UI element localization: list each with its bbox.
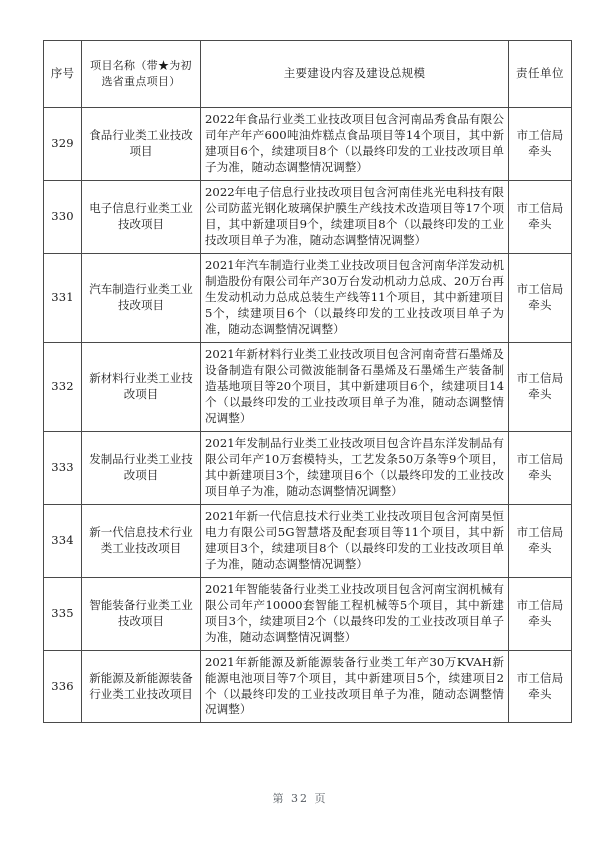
table-row — [44, 253, 572, 342]
row-sequence-number: 333 — [44, 431, 82, 504]
row-sequence-number: 335 — [44, 577, 82, 650]
row-responsible-unit: 市工信局牵头 — [509, 504, 572, 577]
table-row — [44, 108, 572, 181]
row-responsible-unit: 市工信局牵头 — [509, 431, 572, 504]
row-project-name: 新一代信息技术行业类工业技改项目 — [82, 504, 201, 577]
row-project-description: 2021年智能装备行业类工业技改项目包含河南宝润机械有限公司年产10000套智能工程机械等5个项目，其中新建项目3个，续建项目2个（以最终印发的工业技改项目单子为准，随动态调整情况调整） — [201, 577, 509, 650]
project-table — [43, 40, 572, 723]
row-project-name: 新能源及新能源装备行业类工业技改项目 — [82, 650, 201, 723]
table-row — [44, 650, 572, 723]
row-responsible-unit: 市工信局牵头 — [509, 253, 572, 342]
column-header-description: 主要建设内容及建设总规模 — [201, 41, 509, 108]
row-responsible-unit: 市工信局牵头 — [509, 577, 572, 650]
table-row — [44, 180, 572, 253]
row-sequence-number: 330 — [44, 180, 82, 253]
row-project-name: 食品行业类工业技改项目 — [82, 108, 201, 181]
row-project-description: 2021年新一代信息技术行业类工业技改项目包含河南昊恒电力有限公司5G智慧塔及配套项目等11个项目，其中新建项目3个，续建项目8个（以最终印发的工业技改项目单子为准，随动态调整情况调整） — [201, 504, 509, 577]
row-project-name: 智能装备行业类工业技改项目 — [82, 577, 201, 650]
table-row — [44, 431, 572, 504]
column-header-responsible-unit: 责任单位 — [509, 41, 572, 108]
row-sequence-number: 332 — [44, 342, 82, 431]
row-project-description: 2021年新能源及新能源装备行业类工年产30万KVAH新能源电池项目等7个项目，其中新建项目5个，续建项目2个（以最终印发的工业技改项目单子为准，随动态调整情况调整） — [201, 650, 509, 723]
row-project-description: 2021年汽车制造行业类工业技改项目包含河南华洋发动机制造股份有限公司年产30万台发动机动力总成、20万台再生发动机动力总成总装生产线等11个项目，其中新建项目5个，续建项目6个（以最终印发的工业技改项目单子为准，随动态调整情况调整） — [201, 253, 509, 342]
table-row — [44, 577, 572, 650]
page-footer: 第 32 页 — [272, 792, 328, 805]
row-responsible-unit: 市工信局牵头 — [509, 108, 572, 181]
row-project-description: 2021年新材料行业类工业技改项目包含河南奇营石墨烯及设备制造有限公司微波能制备石墨烯及石墨烯生产装备制造基地项目等20个项目，其中新建项目6个，续建项目14个（以最终印发的工业技改项目单子为准，随动态调整情况调整） — [201, 342, 509, 431]
row-project-description: 2021年发制品行业类工业技改项目包含许昌东洋发制品有限公司年产10万套模特头，工艺发条50万条等9个项目，其中新建项目3个，续建项目6个（以最终印发的工业技改项目单子为准，随动态调整情况调整） — [201, 431, 509, 504]
row-responsible-unit: 市工信局牵头 — [509, 342, 572, 431]
row-project-description: 2022年食品行业类工业技改项目包含河南品秀食品有限公司年产年产600吨油炸糕点食品项目等14个项目，其中新建项目6个，续建项目8个（以最终印发的工业技改项目单子为准，随动态调整情况调整） — [201, 108, 509, 181]
table-row — [44, 504, 572, 577]
row-sequence-number: 331 — [44, 253, 82, 342]
row-sequence-number: 329 — [44, 108, 82, 181]
row-sequence-number: 334 — [44, 504, 82, 577]
row-project-name: 发制品行业类工业技改项目 — [82, 431, 201, 504]
table-body — [44, 41, 572, 723]
row-sequence-number: 336 — [44, 650, 82, 723]
column-header-seq: 序号 — [44, 41, 82, 108]
row-project-name: 电子信息行业类工业技改项目 — [82, 180, 201, 253]
row-project-name: 汽车制造行业类工业技改项目 — [82, 253, 201, 342]
table-header-row — [44, 41, 572, 108]
row-project-description: 2022年电子信息行业技改项目包含河南佳兆光电科技有限公司防蓝光钢化玻璃保护膜生产线技术改造项目等17个项目，其中新建项目9个，续建项目8个（以最终印发的工业技改项目单子为准，随动态调整情况调整） — [201, 180, 509, 253]
project-table-container — [43, 40, 571, 723]
column-header-name: 项目名称（带★为初选省重点项目） — [82, 41, 201, 108]
row-responsible-unit: 市工信局牵头 — [509, 180, 572, 253]
row-responsible-unit: 市工信局牵头 — [509, 650, 572, 723]
table-row — [44, 342, 572, 431]
row-project-name: 新材料行业类工业技改项目 — [82, 342, 201, 431]
